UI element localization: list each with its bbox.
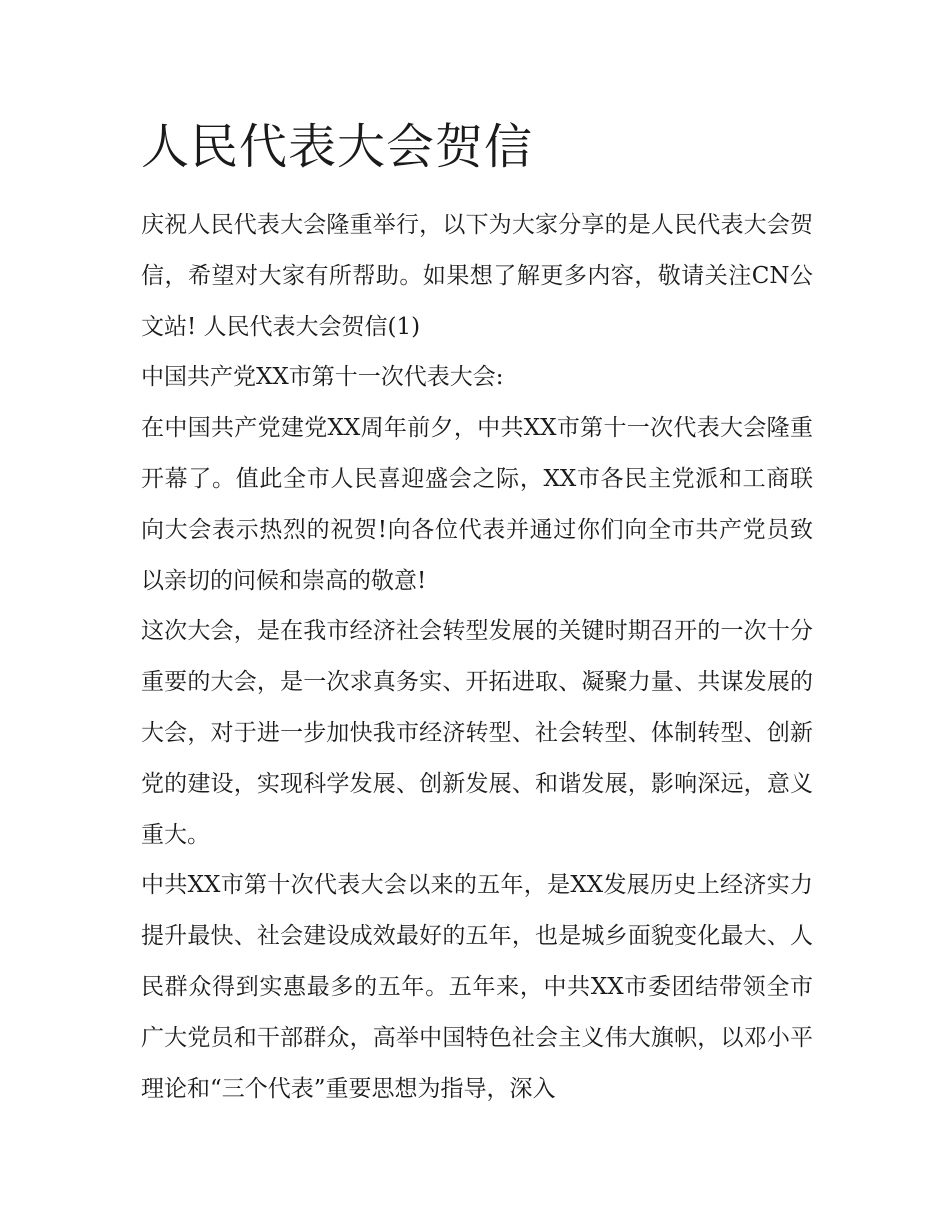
paragraph-intro: 庆祝人民代表大会隆重举行，以下为大家分享的是人民代表大会贺信，希望对大家有所帮助。如果想了解更多内容，敬请关注CN公文站! 人民代表大会贺信(1) <box>141 212 813 340</box>
paragraph-opening: 在中国共产党建党XX周年前夕，中共XX市第十一次代表大会隆重开幕了。值此全市人民喜迎盛会之际，XX市各民主党派和工商联向大会表示热烈的祝贺!向各位代表并通过你们向全市共产党员致以亲切的问候和崇高的敬意! <box>141 415 813 594</box>
paragraph-achievements: 中共XX市第十次代表大会以来的五年，是XX发展历史上经济实力提升最快、社会建设成效最好的五年，也是城乡面貌变化最大、人民群众得到实惠最多的五年。五年来，中共XX市委团结带领全市广大党员和干部群众，高举中国特色社会主义伟大旗帜，以邓小平理论和“三个代表”重要思想为指导，深入 <box>141 872 813 1102</box>
paragraph-salutation: 中国共产党XX市第十一次代表大会: <box>141 364 504 391</box>
document-title: 人民代表大会贺信 <box>141 119 534 175</box>
document-page <box>141 112 813 1114</box>
paragraph-significance: 这次大会，是在我市经济社会转型发展的关键时期召开的一次十分重要的大会，是一次求真务实、开拓进取、凝聚力量、共谋发展的大会，对于进一步加快我市经济转型、社会转型、体制转型、创新党的建设，实现科学发展、创新发展、和谐发展，影响深远，意义重大。 <box>141 618 813 848</box>
